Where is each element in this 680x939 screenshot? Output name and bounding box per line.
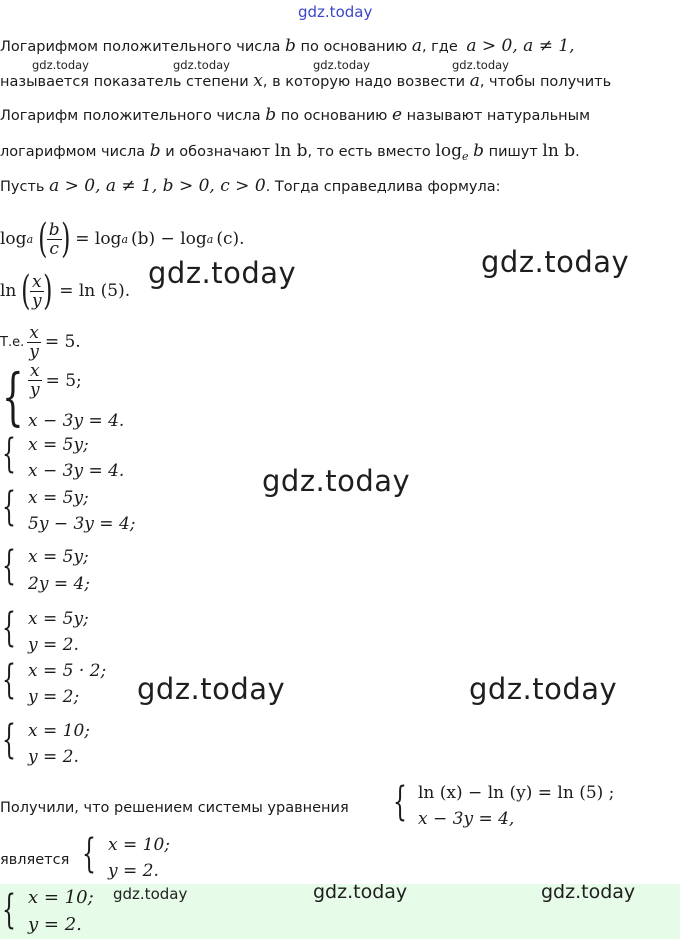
denominator: c <box>49 238 59 259</box>
numerator: x <box>32 271 42 292</box>
math: a > 0, a ≠ 1, <box>466 36 575 56</box>
paren-right: ) <box>42 268 53 314</box>
original-system-line-1: ln (x) − ln (y) = ln (5) ; <box>418 783 615 803</box>
system-6-line-2: y = 2; <box>28 687 80 707</box>
math: b <box>285 36 296 56</box>
text: Логарифмом положительного числа <box>0 39 281 55</box>
system-4-line-1: x = 5y; <box>28 547 89 567</box>
watermark-small: gdz.today <box>173 58 230 72</box>
text: . Тогда справедлива формула: <box>265 179 501 195</box>
watermark-large: gdz.today <box>137 672 286 706</box>
text: пишут <box>488 144 538 160</box>
numerator: b <box>48 219 60 240</box>
system-3-line-2: 5y − 3y = 4; <box>28 514 136 534</box>
math: e <box>461 150 469 163</box>
text: называется показатель степени <box>0 74 249 90</box>
system-6-line-1: x = 5 · 2; <box>28 661 107 681</box>
text: называют натуральным <box>406 108 591 124</box>
system-brace: { <box>2 887 16 933</box>
math: (b) − log <box>131 229 207 249</box>
system-brace: { <box>2 543 16 589</box>
math: = ln (5). <box>59 281 131 301</box>
fraction <box>30 273 44 310</box>
text: и обозначают <box>165 144 271 160</box>
system-brace: { <box>2 484 16 530</box>
math: = 5. <box>44 332 81 352</box>
math: a <box>411 36 422 56</box>
watermark-large: gdz.today <box>481 245 630 279</box>
ratio-step <box>0 322 81 362</box>
watermark-small: gdz.today <box>313 58 370 72</box>
definition-line-5 <box>0 176 501 196</box>
system-5-line-2: y = 2. <box>28 635 79 655</box>
fraction <box>28 362 42 399</box>
math: a <box>469 71 480 91</box>
system-brace: { <box>2 431 16 477</box>
math: e <box>392 105 403 125</box>
denominator: y <box>29 341 39 362</box>
system-7-line-1: x = 10; <box>28 721 90 741</box>
math: ln b <box>542 141 576 161</box>
answer-line-1: x = 10; <box>28 887 94 908</box>
math: = 5; <box>45 370 82 391</box>
system-brace: { <box>2 360 24 433</box>
text: по основанию <box>280 108 388 124</box>
numerator: x <box>30 361 40 381</box>
text: . <box>575 144 580 160</box>
fraction <box>27 324 41 361</box>
text: , чтобы получить <box>479 74 612 90</box>
math: b <box>149 141 161 161</box>
text: Пусть <box>0 179 45 195</box>
watermark-medium: gdz.today <box>313 881 408 903</box>
answer-line-2: y = 2. <box>28 914 82 935</box>
watermark-top: gdz.today <box>298 3 373 21</box>
system-4-line-2: 2y = 4; <box>28 574 91 594</box>
watermark-small: gdz.today <box>113 885 188 903</box>
text: , в которую надо возвести <box>262 74 466 90</box>
math: b <box>265 105 277 125</box>
conclusion-text-2: является <box>0 852 70 868</box>
system-brace: { <box>2 605 16 651</box>
definition-line-2 <box>0 71 611 91</box>
math: a > 0, a ≠ 1, b > 0, c > 0 <box>49 176 266 196</box>
text: Логарифм положительного числа <box>0 108 261 124</box>
definition-line-4 <box>0 141 580 163</box>
solution-line-2: y = 2. <box>108 861 159 881</box>
math: a <box>121 232 128 246</box>
math: x <box>253 71 263 91</box>
watermark-small: gdz.today <box>32 58 89 72</box>
text: Т.е. <box>0 334 25 350</box>
system-brace: { <box>2 717 16 763</box>
math: = log <box>75 229 122 249</box>
numerator: x <box>29 322 39 343</box>
denominator: y <box>31 290 42 311</box>
system-5-line-1: x = 5y; <box>28 609 89 629</box>
watermark-small: gdz.today <box>452 58 509 72</box>
math: ln b <box>274 141 308 161</box>
ln-quotient-step <box>0 266 130 316</box>
math: log <box>0 229 27 249</box>
conclusion-text: Получили, что решением системы уравнения <box>0 800 349 816</box>
system-1-line-1 <box>28 362 82 399</box>
watermark-medium: gdz.today <box>541 881 636 903</box>
definition-line-1 <box>0 36 575 56</box>
watermark-large: gdz.today <box>148 256 297 290</box>
system-7-line-2: y = 2. <box>28 747 79 767</box>
watermark-large: gdz.today <box>262 464 411 498</box>
system-2-line-2: x − 3y = 4. <box>28 461 125 481</box>
watermark-large: gdz.today <box>469 672 618 706</box>
system-1-line-2: x − 3y = 4. <box>28 411 125 431</box>
text: , то есть вместо <box>307 144 431 160</box>
system-brace: { <box>393 779 407 825</box>
paren-left: ( <box>21 268 31 314</box>
math: ln <box>0 281 17 301</box>
system-brace: { <box>82 831 96 877</box>
fraction <box>47 221 62 258</box>
paren-right: ) <box>60 216 71 262</box>
system-2-line-1: x = 5y; <box>28 435 89 455</box>
math: b <box>473 141 484 161</box>
text: , где <box>421 39 458 55</box>
text: логарифмом числа <box>0 144 146 160</box>
paren-left: ( <box>38 216 48 262</box>
math: a <box>26 232 34 246</box>
original-system-line-2: x − 3y = 4, <box>418 809 515 829</box>
system-brace: { <box>2 657 16 703</box>
math: a <box>206 232 214 246</box>
math: (c). <box>216 229 245 249</box>
denominator: y <box>29 380 40 400</box>
text: по основанию <box>300 39 408 55</box>
system-3-line-1: x = 5y; <box>28 488 89 508</box>
solution-line-1: x = 10; <box>108 835 170 855</box>
math: log <box>435 141 462 161</box>
definition-line-3 <box>0 105 590 125</box>
